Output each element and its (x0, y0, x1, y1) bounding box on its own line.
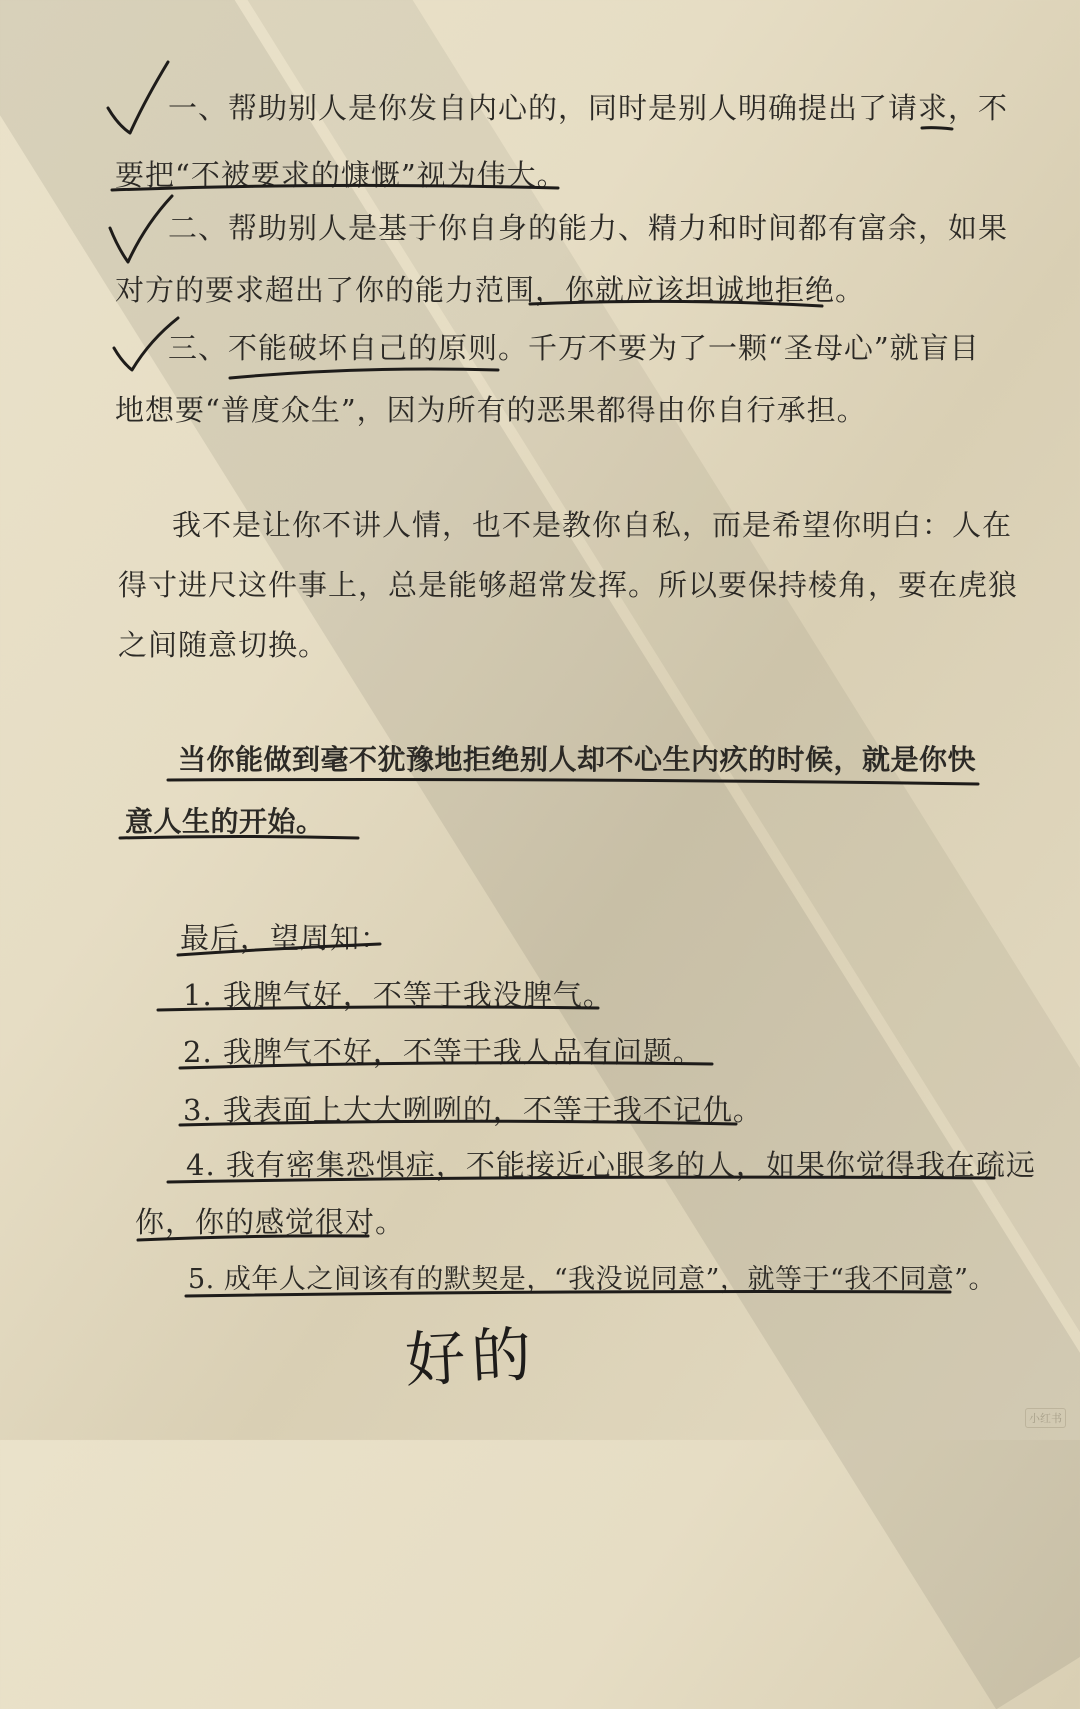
point-2-line-1: 二、帮助别人是基于你自身的能力、精力和时间都有富余，如果 (168, 211, 1009, 245)
handwritten-note: 好的 (403, 1319, 540, 1397)
emphasis-line-2: 意人生的开始。 (125, 805, 325, 838)
point-1-line-1: 一、帮助别人是你发自内心的，同时是别人明确提出了请求，不 (168, 91, 1009, 125)
emphasis-line-1: 当你能做到毫不犹豫地拒绝别人却不心生内疚的时候，就是你快 (178, 743, 977, 776)
list-item-5: 5. 成年人之间该有的默契是，“我没说同意”，就等于“我不同意”。 (188, 1264, 997, 1295)
paragraph-line-3: 之间随意切换。 (118, 628, 329, 662)
underline-3 (230, 369, 498, 378)
list-item-4-line-2: 你，你的感觉很对。 (135, 1205, 406, 1239)
paragraph-line-1: 我不是让你不讲人情，也不是教你自私，而是希望你明白：人在 (172, 508, 1013, 542)
underline-emphasis-1 (168, 780, 978, 785)
paragraph-line-2: 得寸进尺这件事上，总是能够超常发挥。所以要保持棱角，要在虎狼 (118, 568, 1019, 602)
point-2-line-2: 对方的要求超出了你的能力范围，你就应该坦诚地拒绝。 (115, 273, 866, 307)
point-3-line-1: 三、不能破坏自己的原则。千万不要为了一颗“圣母心”就盲目 (168, 331, 980, 365)
point-3-line-2: 地想要“普度众生”，因为所有的恶果都得由你自行承担。 (115, 393, 867, 427)
check-mark-1-icon (108, 62, 168, 133)
watermark: 小红书 (1025, 1408, 1066, 1428)
list-item-2: 2. 我脾气不好，不等于我人品有问题。 (183, 1035, 703, 1069)
shadow-band (241, 0, 1080, 1685)
list-item-4-line-1: 4. 我有密集恐惧症，不能接近心眼多的人，如果你觉得我在疏远 (186, 1148, 1036, 1182)
point-1-line-2: 要把“不被要求的慷慨”视为伟大。 (115, 158, 567, 192)
list-item-3: 3. 我表面上大大咧咧的，不等于我不记仇。 (183, 1093, 763, 1127)
closing-heading: 最后，望周知： (180, 921, 391, 955)
check-mark-2-icon (110, 196, 172, 262)
list-item-1: 1. 我脾气好，不等于我没脾气。 (183, 978, 613, 1012)
